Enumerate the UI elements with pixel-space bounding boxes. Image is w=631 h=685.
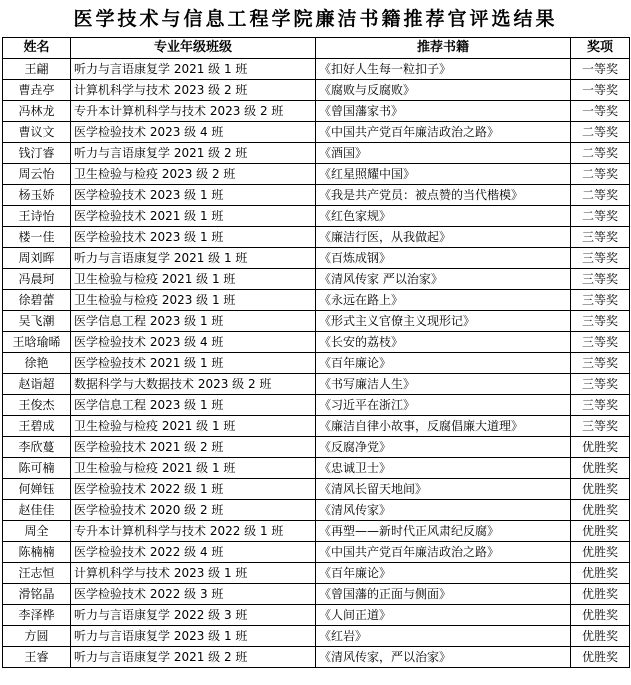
cell-award: 一等奖	[571, 80, 630, 101]
table-row	[3, 101, 630, 122]
cell-class: 医学检验技术 2023 级 4 班	[71, 332, 316, 353]
cell-book: 《忠诚卫士》	[316, 458, 571, 479]
cell-class: 医学检验技术 2023 级 1 班	[71, 185, 316, 206]
cell-class: 听力与言语康复学 2021 级 2 班	[71, 647, 316, 668]
cell-name: 楼一佳	[3, 227, 71, 248]
cell-award: 一等奖	[571, 59, 630, 80]
cell-book: 《廉洁自律小故事，反腐倡廉大道理》	[316, 416, 571, 437]
cell-book: 《长安的荔枝》	[316, 332, 571, 353]
table-row	[3, 143, 630, 164]
table-row	[3, 395, 630, 416]
cell-name: 陈楠楠	[3, 542, 71, 563]
cell-name: 王翩	[3, 59, 71, 80]
cell-award: 三等奖	[571, 311, 630, 332]
table-row	[3, 584, 630, 605]
table-row	[3, 479, 630, 500]
table-row	[3, 80, 630, 101]
cell-book: 《反腐净党》	[316, 437, 571, 458]
cell-class: 卫生检验与检疫 2023 级 1 班	[71, 290, 316, 311]
header-name: 姓名	[3, 38, 71, 59]
cell-book: 《百年廉论》	[316, 353, 571, 374]
cell-award: 优胜奖	[571, 521, 630, 542]
cell-class: 卫生检验与检疫 2023 级 2 班	[71, 164, 316, 185]
cell-name: 滑铭晶	[3, 584, 71, 605]
cell-name: 王晗瑜晞	[3, 332, 71, 353]
cell-name: 何婵钰	[3, 479, 71, 500]
cell-award: 优胜奖	[571, 626, 630, 647]
cell-name: 周云怡	[3, 164, 71, 185]
cell-name: 吴飞潮	[3, 311, 71, 332]
cell-award: 优胜奖	[571, 500, 630, 521]
cell-award: 优胜奖	[571, 647, 630, 668]
table-row	[3, 227, 630, 248]
cell-class: 计算机科学与技术 2023 级 2 班	[71, 80, 316, 101]
table-row	[3, 605, 630, 626]
cell-book: 《中国共产党百年廉洁政治之路》	[316, 122, 571, 143]
table-row	[3, 374, 630, 395]
cell-class: 医学检验技术 2022 级 3 班	[71, 584, 316, 605]
table-row	[3, 542, 630, 563]
cell-book: 《扣好人生每一粒扣子》	[316, 59, 571, 80]
cell-class: 听力与言语康复学 2021 级 2 班	[71, 143, 316, 164]
cell-class: 医学检验技术 2022 级 1 班	[71, 479, 316, 500]
table-row	[3, 185, 630, 206]
cell-name: 曹议文	[3, 122, 71, 143]
cell-award: 二等奖	[571, 206, 630, 227]
cell-name: 冯晨珂	[3, 269, 71, 290]
table-row	[3, 500, 630, 521]
cell-name: 王碧成	[3, 416, 71, 437]
cell-book: 《人间正道》	[316, 605, 571, 626]
table-row	[3, 59, 630, 80]
cell-book: 《曾国藩家书》	[316, 101, 571, 122]
cell-name: 方圆	[3, 626, 71, 647]
cell-award: 二等奖	[571, 143, 630, 164]
cell-award: 三等奖	[571, 227, 630, 248]
cell-name: 王诗怡	[3, 206, 71, 227]
cell-award: 三等奖	[571, 332, 630, 353]
cell-award: 二等奖	[571, 164, 630, 185]
cell-award: 三等奖	[571, 269, 630, 290]
results-table	[2, 37, 630, 668]
cell-class: 医学检验技术 2020 级 2 班	[71, 500, 316, 521]
page-title: 医学技术与信息工程学院廉洁书籍推荐官评选结果	[73, 8, 558, 30]
cell-class: 医学信息工程 2023 级 1 班	[71, 311, 316, 332]
cell-award: 三等奖	[571, 374, 630, 395]
cell-name: 汪志恒	[3, 563, 71, 584]
cell-book: 《习近平在浙江》	[316, 395, 571, 416]
cell-award: 优胜奖	[571, 479, 630, 500]
cell-book: 《百炼成钢》	[316, 248, 571, 269]
table-row	[3, 437, 630, 458]
cell-class: 听力与言语康复学 2021 级 1 班	[71, 248, 316, 269]
cell-book: 《再塑——新时代正风肃纪反腐》	[316, 521, 571, 542]
cell-class: 医学检验技术 2021 级 2 班	[71, 437, 316, 458]
cell-book: 《百年廉论》	[316, 563, 571, 584]
cell-name: 曹垚亭	[3, 80, 71, 101]
cell-name: 王睿	[3, 647, 71, 668]
cell-name: 李欣蔓	[3, 437, 71, 458]
cell-name: 王俊杰	[3, 395, 71, 416]
cell-award: 优胜奖	[571, 542, 630, 563]
cell-name: 冯林龙	[3, 101, 71, 122]
header-row	[3, 38, 630, 59]
cell-book: 《红色家规》	[316, 206, 571, 227]
cell-name: 徐艳	[3, 353, 71, 374]
cell-award: 优胜奖	[571, 584, 630, 605]
table-row	[3, 416, 630, 437]
cell-name: 赵诣超	[3, 374, 71, 395]
table-row	[3, 269, 630, 290]
table-row	[3, 647, 630, 668]
table-row	[3, 353, 630, 374]
cell-award: 优胜奖	[571, 437, 630, 458]
cell-book: 《书写廉洁人生》	[316, 374, 571, 395]
cell-book: 《红岩》	[316, 626, 571, 647]
cell-book: 《清风传家》	[316, 500, 571, 521]
cell-name: 赵佳佳	[3, 500, 71, 521]
cell-class: 听力与言语康复学 2022 级 3 班	[71, 605, 316, 626]
table-row	[3, 122, 630, 143]
cell-class: 医学检验技术 2021 级 1 班	[71, 206, 316, 227]
cell-name: 周全	[3, 521, 71, 542]
cell-book: 《曾国藩的正面与侧面》	[316, 584, 571, 605]
cell-class: 专升本计算机科学与技术 2023 级 2 班	[71, 101, 316, 122]
table-row	[3, 521, 630, 542]
cell-book: 《腐败与反腐败》	[316, 80, 571, 101]
cell-book: 《永远在路上》	[316, 290, 571, 311]
cell-award: 三等奖	[571, 395, 630, 416]
header-book: 推荐书籍	[316, 38, 571, 59]
cell-award: 三等奖	[571, 416, 630, 437]
cell-book: 《形式主义官僚主义现形记》	[316, 311, 571, 332]
cell-class: 卫生检验与检疫 2021 级 1 班	[71, 269, 316, 290]
cell-class: 卫生检验与检疫 2021 级 1 班	[71, 458, 316, 479]
cell-class: 专升本计算机科学与技术 2022 级 1 班	[71, 521, 316, 542]
cell-book: 《红星照耀中国》	[316, 164, 571, 185]
cell-class: 计算机科学与技术 2023 级 1 班	[71, 563, 316, 584]
cell-name: 钱汀睿	[3, 143, 71, 164]
cell-class: 医学检验技术 2021 级 1 班	[71, 353, 316, 374]
cell-award: 二等奖	[571, 185, 630, 206]
cell-book: 《我是共产党员：被点赞的当代楷模》	[316, 185, 571, 206]
table-row	[3, 458, 630, 479]
cell-class: 医学信息工程 2023 级 1 班	[71, 395, 316, 416]
cell-name: 杨玉娇	[3, 185, 71, 206]
cell-class: 听力与言语康复学 2021 级 1 班	[71, 59, 316, 80]
cell-class: 听力与言语康复学 2023 级 1 班	[71, 626, 316, 647]
cell-award: 三等奖	[571, 290, 630, 311]
cell-book: 《清风传家 严以治家》	[316, 269, 571, 290]
cell-class: 医学检验技术 2022 级 4 班	[71, 542, 316, 563]
cell-name: 周刘晖	[3, 248, 71, 269]
cell-book: 《中国共产党百年廉洁政治之路》	[316, 542, 571, 563]
cell-award: 三等奖	[571, 248, 630, 269]
cell-name: 徐碧蕾	[3, 290, 71, 311]
cell-class: 医学检验技术 2023 级 1 班	[71, 227, 316, 248]
cell-class: 卫生检验与检疫 2021 级 1 班	[71, 416, 316, 437]
cell-award: 一等奖	[571, 101, 630, 122]
cell-book: 《廉洁行医，从我做起》	[316, 227, 571, 248]
table-row	[3, 563, 630, 584]
cell-name: 陈可楠	[3, 458, 71, 479]
cell-award: 二等奖	[571, 122, 630, 143]
cell-award: 优胜奖	[571, 458, 630, 479]
cell-award: 优胜奖	[571, 605, 630, 626]
table-row	[3, 206, 630, 227]
table-row	[3, 164, 630, 185]
cell-class: 医学检验技术 2023 级 4 班	[71, 122, 316, 143]
cell-name: 李泽桦	[3, 605, 71, 626]
header-class: 专业年级班级	[71, 38, 316, 59]
table-row	[3, 248, 630, 269]
cell-class: 数据科学与大数据技术 2023 级 2 班	[71, 374, 316, 395]
cell-award: 优胜奖	[571, 563, 630, 584]
header-award: 奖项	[571, 38, 630, 59]
table-row	[3, 290, 630, 311]
table-row	[3, 311, 630, 332]
table-row	[3, 332, 630, 353]
cell-book: 《酒国》	[316, 143, 571, 164]
cell-book: 《清风传家，严以治家》	[316, 647, 571, 668]
table-row	[3, 626, 630, 647]
cell-book: 《清风长留天地间》	[316, 479, 571, 500]
cell-award: 三等奖	[571, 353, 630, 374]
